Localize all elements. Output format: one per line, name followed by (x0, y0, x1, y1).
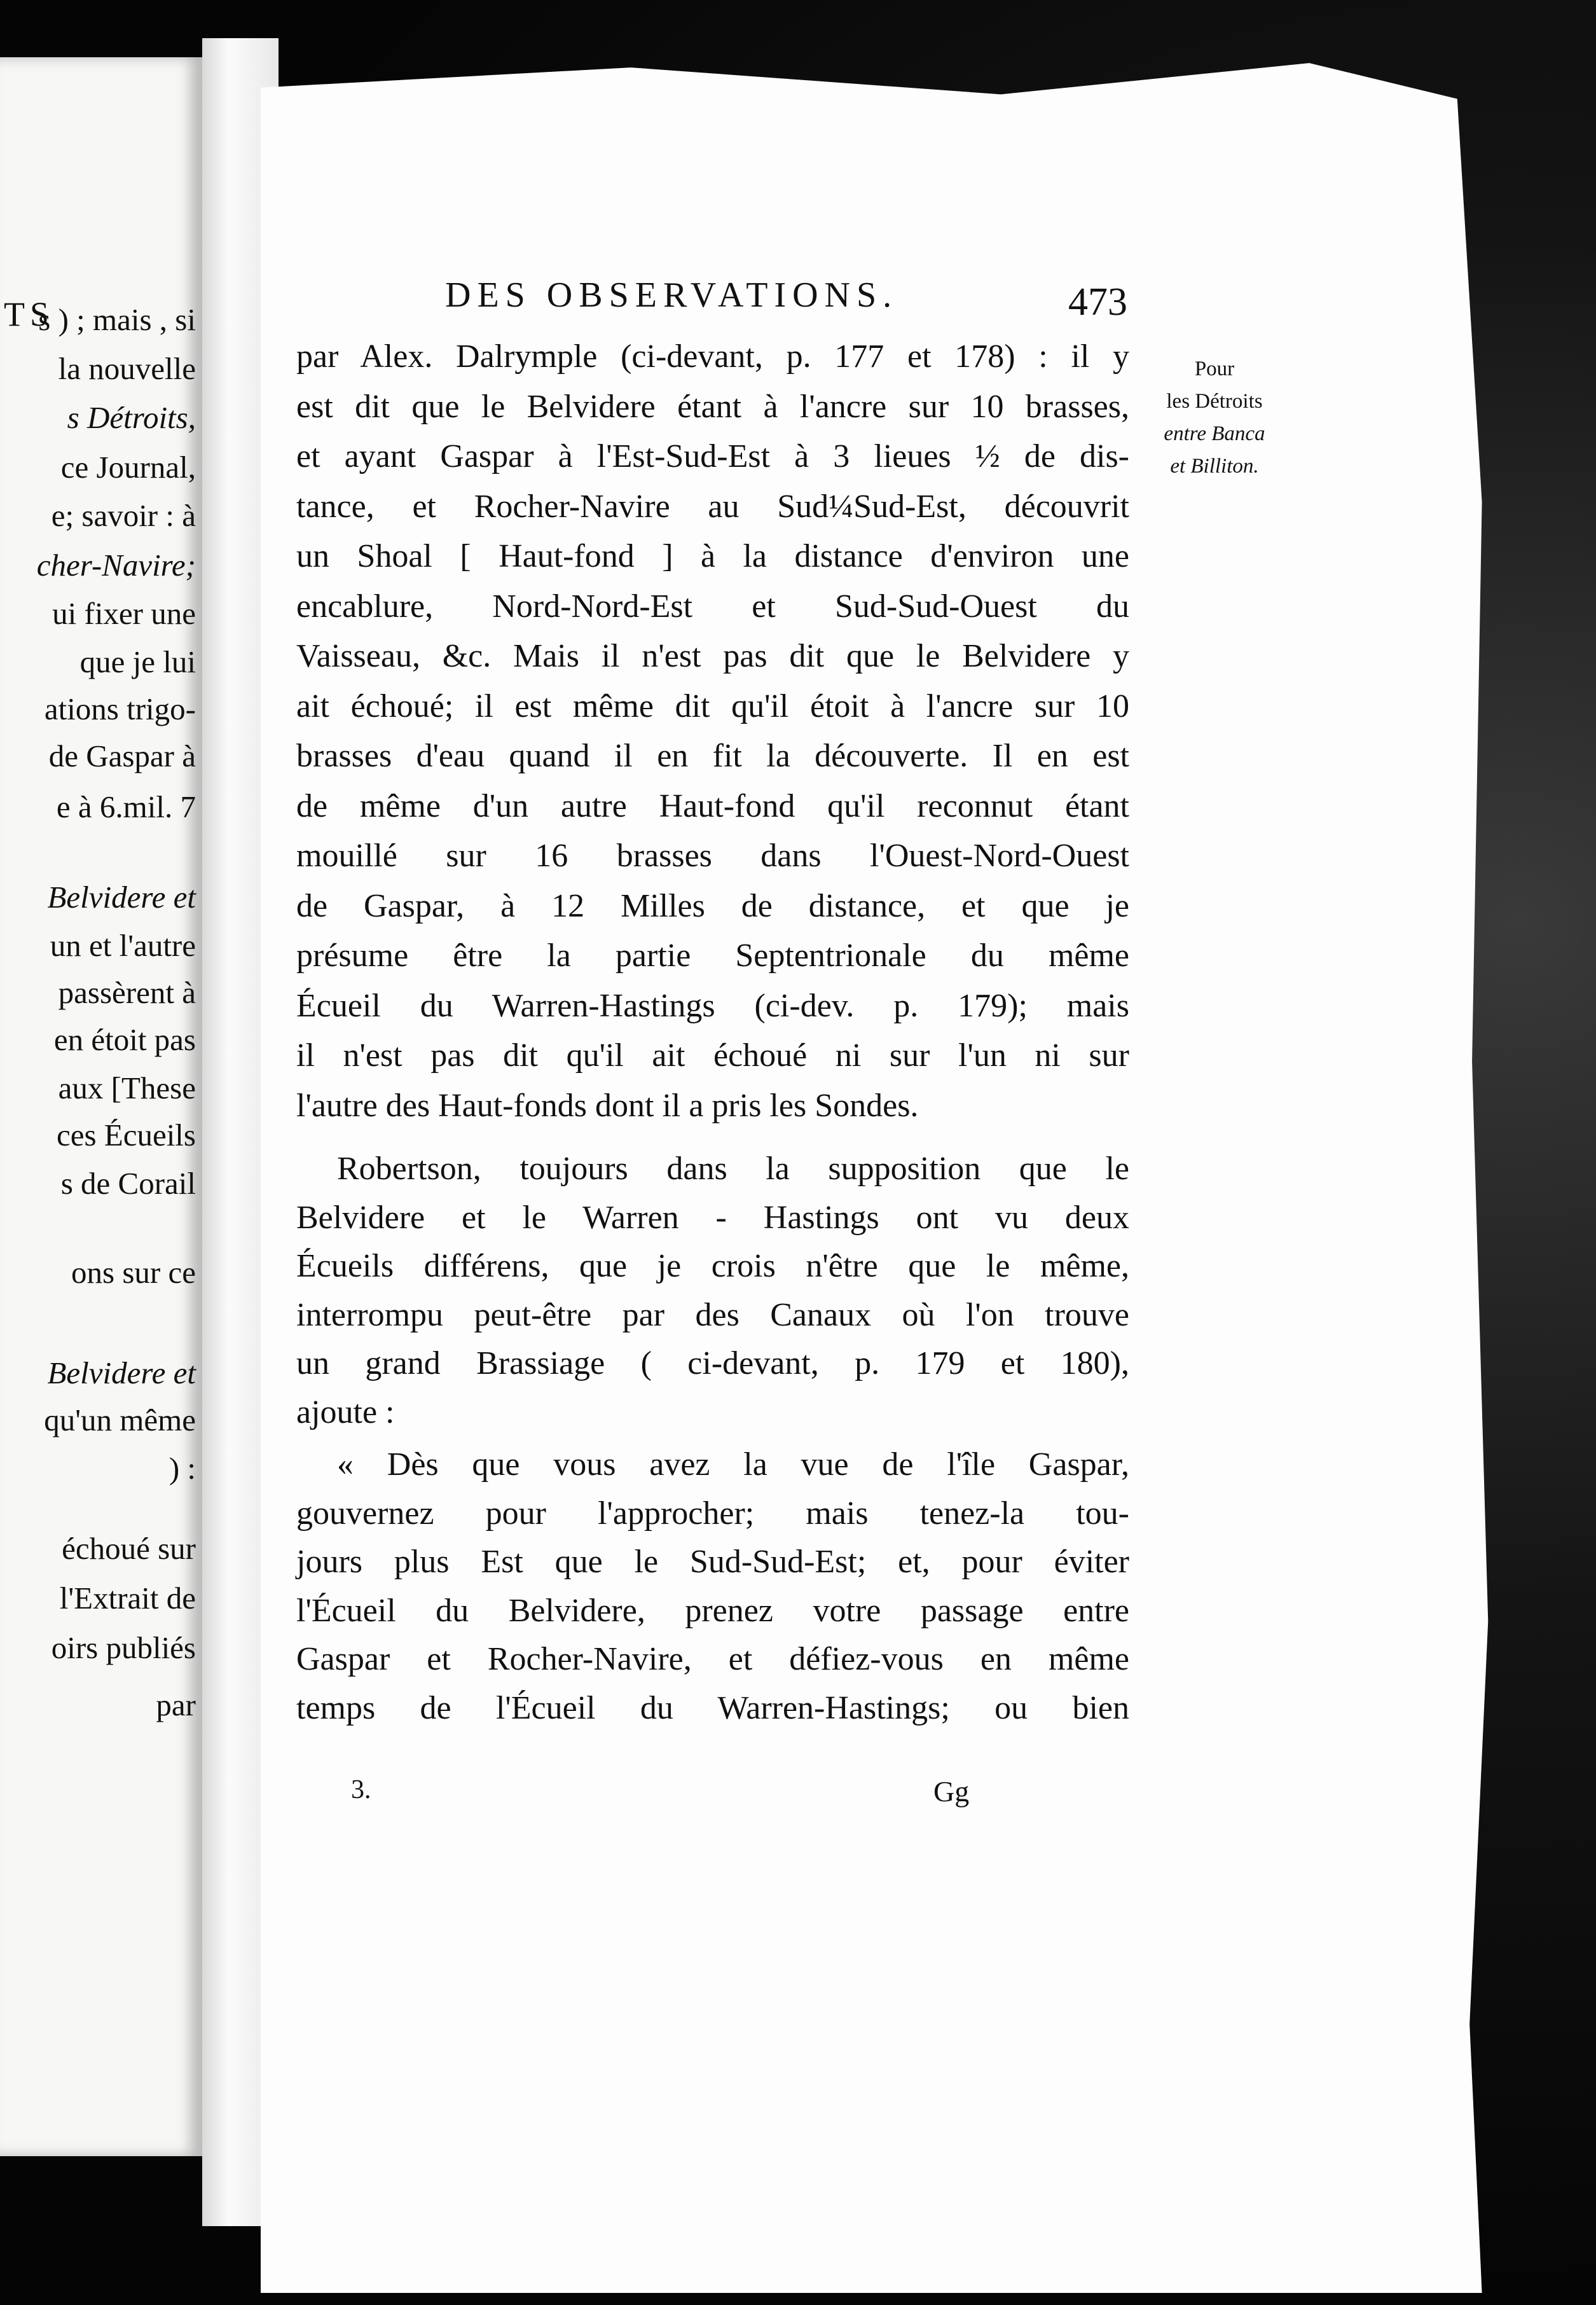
left-page-line: ons sur ce (71, 1255, 196, 1290)
body-line: l'Écueil du Belvidere, prenez votre passage entre (296, 1592, 1129, 1629)
body-line: il n'est pas dit qu'il ait échoué ni sur l'un ni sur (296, 1037, 1129, 1074)
left-page-line: cher-Navire; (36, 548, 196, 583)
body-line: temps de l'Écueil du Warren-Hastings; ou bien (296, 1689, 1129, 1726)
body-line: est dit que le Belvidere étant à l'ancre sur 10 brasses, (296, 388, 1129, 425)
body-line: ajoute : (296, 1394, 395, 1430)
left-page-line: ces Écueils (56, 1118, 196, 1152)
margin-note (1138, 353, 1291, 483)
left-page-line: par (156, 1687, 196, 1722)
left-page-line: ) : (169, 1451, 196, 1486)
body-line: Gaspar et Rocher-Navire, et défiez-vous en même (296, 1641, 1129, 1677)
left-page-line: passèrent à (58, 975, 196, 1010)
body-line: par Alex. Dalrymple (ci-devant, p. 177 et 178) : il y (296, 338, 1129, 375)
left-page-line: oirs publiés (51, 1630, 196, 1665)
left-running-head: TS (4, 295, 55, 333)
margin-note-line: Pour (1194, 357, 1235, 380)
left-page-line: de Gaspar à (48, 738, 196, 773)
signature-mark: 3. (351, 1775, 371, 1804)
body-line: de même d'un autre Haut-fond qu'il reconnut étant (296, 787, 1129, 824)
margin-note-line: les Détroits (1166, 390, 1263, 413)
margin-note-line: entre Banca (1164, 422, 1265, 446)
left-page-line: s ) ; mais , si (38, 302, 196, 337)
left-page-line: échoué sur (62, 1531, 196, 1566)
left-page-line: e à 6.mil. 7 (56, 789, 196, 824)
signature-mark: Gg (933, 1775, 970, 1808)
page-number: 473 (1068, 280, 1127, 324)
body-line: Vaisseau, &c. Mais il n'est pas dit que le Belvidere y (296, 638, 1129, 674)
body-line: « Dès que vous avez la vue de l'île Gaspar, (337, 1446, 1129, 1483)
margin-note-line: et Billiton. (1170, 455, 1259, 478)
body-line: et ayant Gaspar à l'Est-Sud-Est à 3 lieues ½ de dis- (296, 438, 1129, 474)
left-page-line: Belvidere et (47, 1355, 196, 1390)
running-head: DES OBSERVATIONS. (445, 275, 898, 315)
body-line: encablure, Nord-Nord-Est et Sud-Sud-Ouest du (296, 588, 1129, 625)
left-page-line: aux [These (58, 1070, 196, 1105)
left-page-line: ations trigo- (44, 691, 196, 726)
left-page-line: que je lui (79, 644, 196, 679)
body-line: jours plus Est que le Sud-Sud-Est; et, pour éviter (296, 1544, 1129, 1580)
body-line: Écueil du Warren-Hastings (ci-dev. p. 179); mais (296, 987, 1129, 1024)
left-page-line: un et l'autre (50, 928, 196, 963)
left-page-line: l'Extrait de (59, 1581, 196, 1616)
body-line: de Gaspar, à 12 Milles de distance, et que je (296, 887, 1129, 924)
body-line: présume être la partie Septentrionale du même (296, 938, 1129, 974)
left-page-line: s Détroits, (67, 400, 196, 435)
body-line: tance, et Rocher-Navire au Sud¼Sud-Est, découvrit (296, 488, 1129, 525)
body-line: interrompu peut-être par des Canaux où l'on trouve (296, 1296, 1129, 1333)
body-line: Écueils différens, que je crois n'être que le même, (296, 1248, 1129, 1284)
body-line: l'autre des Haut-fonds dont il a pris les Sondes. (296, 1087, 919, 1124)
body-line: gouvernez pour l'approcher; mais tenez-la tou- (296, 1495, 1129, 1532)
body-line: mouillé sur 16 brasses dans l'Ouest-Nord-Ouest (296, 838, 1129, 874)
body-line: un grand Brassiage ( ci-devant, p. 179 et 180), (296, 1345, 1129, 1381)
left-page-line: Belvidere et (47, 880, 196, 915)
body-line: ait échoué; il est même dit qu'il étoit à l'ancre sur 10 (296, 688, 1129, 724)
left-page-line: la nouvelle (58, 351, 196, 386)
left-page (0, 57, 202, 2156)
left-page-line: e; savoir : à (51, 498, 196, 533)
body-line: Robertson, toujours dans la supposition que le (337, 1151, 1129, 1187)
body-line: Belvidere et le Warren - Hastings ont vu deux (296, 1199, 1129, 1236)
left-page-line: ce Journal, (60, 450, 196, 485)
left-page-line: en étoit pas (53, 1022, 196, 1057)
body-line: brasses d'eau quand il en fit la découverte. Il en est (296, 738, 1129, 774)
body-line: un Shoal [ Haut-fond ] à la distance d'environ une (296, 538, 1129, 574)
left-page-line: qu'un même (44, 1402, 196, 1437)
left-page-line: ui fixer une (52, 596, 196, 631)
left-page-line: s de Corail (60, 1166, 196, 1201)
